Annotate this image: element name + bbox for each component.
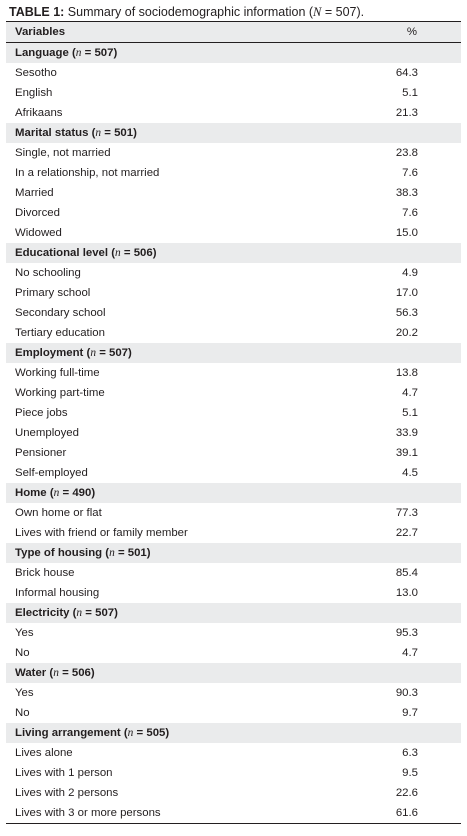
section-value-cell [361, 243, 461, 263]
table-row [6, 583, 461, 603]
row-label: Unemployed [15, 427, 79, 439]
table-caption-variable: N [313, 5, 322, 19]
row-percent: 9.7 [402, 707, 418, 719]
table-row [6, 223, 461, 243]
table-caption [6, 4, 461, 22]
section-title: Employment [15, 347, 84, 359]
section-heading: Employment (n = 507) [6, 343, 361, 363]
sociodemographic-table [6, 22, 461, 824]
section-row [6, 43, 461, 64]
table-row [6, 63, 461, 83]
table-row [6, 623, 461, 643]
row-percent: 5.1 [402, 407, 418, 419]
section-row [6, 483, 461, 503]
row-label: Tertiary education [15, 327, 105, 339]
section-sample-size: 505 [146, 727, 166, 739]
row-label: Lives with friend or family member [15, 527, 188, 539]
table-body [6, 43, 461, 824]
row-label: Self-employed [15, 467, 88, 479]
row-percent: 4.7 [402, 647, 418, 659]
section-row [6, 723, 461, 743]
section-heading: Living arrangement (n = 505) [6, 723, 361, 743]
row-percent: 61.6 [361, 803, 461, 824]
row-label: Secondary school [15, 307, 106, 319]
table-caption-text: Summary of sociodemographic information ( [64, 5, 314, 19]
section-value-cell [361, 723, 461, 743]
row-label: Working full-time [15, 367, 100, 379]
row-label: Single, not married [15, 147, 111, 159]
table-header [6, 22, 461, 43]
document-page [6, 0, 461, 824]
section-sample-size: 490 [72, 487, 92, 499]
section-value-cell [361, 663, 461, 683]
table-row [6, 803, 461, 824]
row-percent: 64.3 [395, 67, 418, 79]
section-title: Living arrangement [15, 727, 121, 739]
row-label: Divorced [15, 207, 60, 219]
section-value-cell [361, 123, 461, 143]
row-label: English [15, 87, 53, 99]
table-row [6, 523, 461, 543]
table-row [6, 443, 461, 463]
table-row [6, 103, 461, 123]
row-percent: 13.0 [395, 587, 418, 599]
table-row [6, 403, 461, 423]
table-row [6, 643, 461, 663]
section-title: Marital status [15, 127, 89, 139]
table-row [6, 323, 461, 343]
row-percent: 15.0 [395, 227, 418, 239]
table-row [6, 163, 461, 183]
row-label: Yes [15, 687, 34, 699]
section-heading: Marital status (n = 501) [6, 123, 361, 143]
table-row [6, 283, 461, 303]
row-label: Lives with 3 or more persons [6, 803, 361, 824]
row-label: Brick house [15, 567, 75, 579]
row-percent: 4.5 [402, 467, 418, 479]
row-percent: 13.8 [395, 367, 418, 379]
table-row [6, 303, 461, 323]
table-row [6, 783, 461, 803]
row-label: No schooling [15, 267, 81, 279]
row-label: Working part-time [15, 387, 105, 399]
row-percent: 9.5 [402, 767, 418, 779]
row-label: Widowed [15, 227, 62, 239]
row-percent: 4.7 [402, 387, 418, 399]
header-row [6, 22, 461, 43]
table-row [6, 143, 461, 163]
row-label: Pensioner [15, 447, 67, 459]
row-percent: 17.0 [395, 287, 418, 299]
section-title: Electricity [15, 607, 70, 619]
section-value-cell [361, 543, 461, 563]
table-row [6, 383, 461, 403]
section-heading: Water (n = 506) [6, 663, 361, 683]
section-sample-size: 506 [71, 667, 91, 679]
row-label: Piece jobs [15, 407, 68, 419]
table-row [6, 703, 461, 723]
row-percent: 39.1 [395, 447, 418, 459]
row-label: In a relationship, not married [15, 167, 160, 179]
table-caption-text-end: = 507). [321, 5, 365, 19]
row-percent: 85.4 [395, 567, 418, 579]
section-row [6, 123, 461, 143]
table-row [6, 503, 461, 523]
row-label: Sesotho [15, 67, 57, 79]
row-percent: 7.6 [402, 167, 418, 179]
section-row [6, 663, 461, 683]
row-percent: 4.9 [402, 267, 418, 279]
section-heading: Home (n = 490) [6, 483, 361, 503]
table-row [6, 743, 461, 763]
row-percent: 90.3 [395, 687, 418, 699]
section-sample-size: 501 [127, 547, 147, 559]
section-value-cell [361, 603, 461, 623]
section-sample-size: 507 [95, 607, 115, 619]
row-percent: 38.3 [395, 187, 418, 199]
section-heading: Type of housing (n = 501) [6, 543, 361, 563]
section-sample-size: 507 [109, 347, 129, 359]
row-label: No [15, 647, 30, 659]
row-percent: 56.3 [395, 307, 418, 319]
section-value-cell [361, 43, 461, 64]
section-value-cell [361, 343, 461, 363]
table-row [6, 763, 461, 783]
table-row [6, 683, 461, 703]
row-percent: 95.3 [395, 627, 418, 639]
table-row [6, 363, 461, 383]
table-row [6, 563, 461, 583]
section-heading: Language (n = 507) [6, 43, 361, 64]
table-row [6, 423, 461, 443]
section-sample-size: 507 [94, 47, 114, 59]
section-sample-size: 506 [133, 247, 153, 259]
row-percent: 77.3 [395, 507, 418, 519]
table-caption-label: TABLE 1: [9, 5, 65, 19]
row-label: Married [15, 187, 54, 199]
section-heading: Electricity (n = 507) [6, 603, 361, 623]
table-row [6, 463, 461, 483]
row-percent: 21.3 [395, 107, 418, 119]
section-heading: Educational level (n = 506) [6, 243, 361, 263]
column-header-percent: % [361, 22, 461, 43]
row-percent: 7.6 [402, 207, 418, 219]
row-label: Afrikaans [15, 107, 63, 119]
section-title: Language [15, 47, 69, 59]
row-percent: 22.6 [395, 787, 418, 799]
column-header-variables: Variables [6, 22, 361, 43]
section-title: Water [15, 667, 47, 679]
section-value-cell [361, 483, 461, 503]
table-row [6, 183, 461, 203]
section-row [6, 343, 461, 363]
row-percent: 5.1 [402, 87, 418, 99]
section-title: Type of housing [15, 547, 103, 559]
section-title: Home [15, 487, 47, 499]
table-row [6, 83, 461, 103]
section-row [6, 243, 461, 263]
row-label: Informal housing [15, 587, 100, 599]
row-percent: 20.2 [395, 327, 418, 339]
row-label: Lives with 1 person [15, 767, 113, 779]
row-label: Yes [15, 627, 34, 639]
section-title: Educational level [15, 247, 109, 259]
row-percent: 23.8 [395, 147, 418, 159]
section-row [6, 543, 461, 563]
section-row [6, 603, 461, 623]
row-label: Primary school [15, 287, 91, 299]
row-label: No [15, 707, 30, 719]
section-sample-size: 501 [114, 127, 134, 139]
row-percent: 6.3 [402, 747, 418, 759]
row-label: Lives alone [15, 747, 73, 759]
row-label: Lives with 2 persons [15, 787, 119, 799]
row-percent: 33.9 [395, 427, 418, 439]
table-row [6, 263, 461, 283]
table-row [6, 203, 461, 223]
row-label: Own home or flat [15, 507, 102, 519]
row-percent: 22.7 [395, 527, 418, 539]
